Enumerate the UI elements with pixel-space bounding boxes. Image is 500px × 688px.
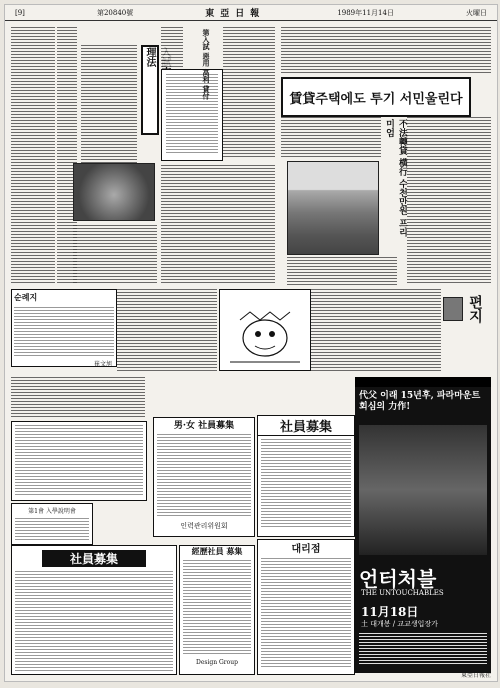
recruit-bottom-title: 社員募集 [42,550,146,567]
newspaper-page [4,4,498,682]
recruit-bottom-body [15,571,173,671]
center-data-table [161,69,223,161]
footer-publisher: 東亞日報社 [460,672,491,679]
recruit-ad-bottom [11,545,177,675]
movie-title: 언터처블 [359,567,437,591]
food-photo [73,163,155,221]
right-vertical-title: 不法轉貸 横行 수천만원 프리미엄 [384,119,407,237]
movie-ad [355,377,491,673]
recruit-ad-left [153,417,255,537]
column-author: 崔文旭 [93,361,112,368]
page-number: [9] [15,8,25,17]
author-portrait [443,297,463,321]
right-lower-body [287,257,397,285]
recruit-center-body [261,439,351,529]
recruit-left-title: 男·女 社員募集 [173,421,235,431]
section-label: 火曜日 [465,8,487,17]
shop-title: 대리점 [291,544,321,555]
career-body [183,560,251,656]
middle-band-text-1 [117,289,217,373]
classified-ads-top [11,377,145,417]
left-article-lead [81,45,137,163]
career-ad [179,545,255,675]
column-title: 순례지 [14,292,38,302]
issue-number: 第20840號 [96,8,134,17]
recruit-ad-center [257,415,355,537]
school-ad-lines [15,518,89,540]
movie-subtitle: THE UNTOUCHABLES [361,589,444,597]
column-text [14,307,114,357]
shop-ad [257,539,355,675]
recruit-left-company: 인력관리위원회 [180,522,228,530]
main-headline: 賃貸주택에도 투기 서민울린다 [281,77,471,117]
school-ad-text: 第1會 入學說明會 [28,508,76,515]
center-body-1 [223,27,275,159]
recruit-left-body [157,434,251,518]
article-body-left [11,27,55,285]
movie-tagline: 代父 이래 15년후, 파라마운트 회심의 力作! [359,391,481,412]
photo-caption-area [281,117,381,157]
shop-body [261,558,351,668]
movie-poster-photo [359,425,487,555]
paper-name: 東亞日報 [205,9,266,19]
movie-theater-list [359,633,487,665]
left-article-tail [73,225,157,285]
apartment-photo [287,161,379,255]
center-body-2 [161,165,275,285]
column-box [11,289,117,367]
editorial-cartoon [219,289,311,371]
career-design: Design Group [196,659,238,666]
recruit-center-title: 社員募集 [258,416,354,436]
classified-ad-lines [15,425,143,495]
right-top-body [281,27,491,73]
movie-release: 土 대개봉 / 교교생입장가 [361,620,438,628]
opinion-title: 편지 [467,295,483,323]
middle-band-text-2 [311,289,441,373]
classified-ad-block [11,421,147,501]
issue-date: 1989年11月14日 [337,8,394,17]
center-lead [161,27,183,67]
career-title: 經歷社員 募集 [191,546,243,556]
cartoon-drawing [220,290,310,370]
center-vertical-title: 第入試 惡用 高利 貸付 [202,29,211,100]
movie-top-strip [355,377,491,387]
movie-date: 11月18日 [361,605,419,619]
masthead [5,5,497,21]
left-vertical-title: 入試直前 理法 [144,47,170,87]
right-body [407,117,491,285]
school-ad [11,503,93,545]
